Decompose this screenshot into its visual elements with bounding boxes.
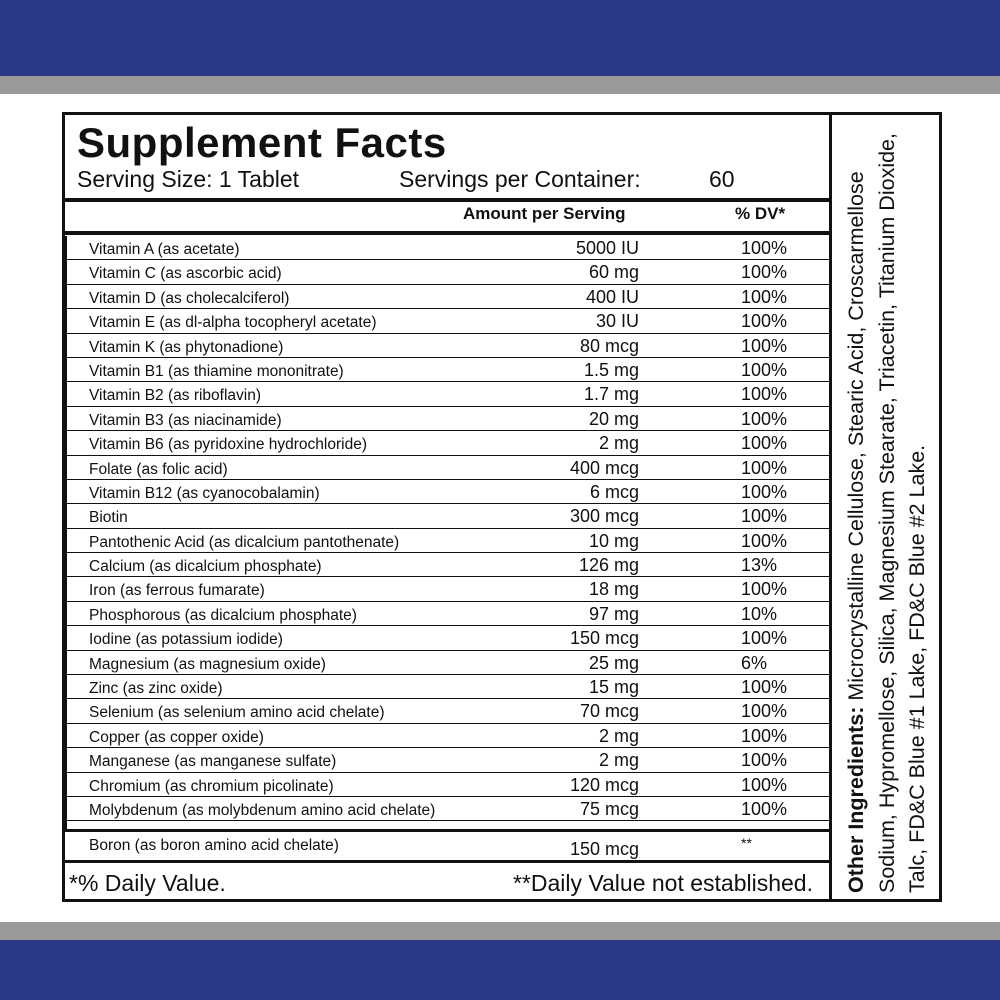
nutrient-row [65,456,831,480]
nutrient-amount: 126 mg [578,555,639,576]
nutrient-row [65,480,831,504]
nutrient-amount: 150 mcg [569,839,639,859]
nutrient-name: Biotin [89,509,128,527]
nutrient-amount: 400 mcg [569,457,639,478]
nutrient-dv: 100% [741,457,788,478]
other-ingredients [841,123,933,893]
nutrient-dv: 100% [741,408,788,429]
nutrient-row [65,285,831,309]
nutrient-name: Manganese (as manganese sulfate) [89,753,337,771]
nutrient-name: Vitamin B12 (as cyanocobalamin) [89,484,320,502]
nutrient-row [65,358,831,382]
nutrient-amount: 75 mcg [579,798,639,819]
top-blue-band [0,0,1000,76]
nutrient-dv: 100% [741,725,788,746]
nutrient-amount: 15 mg [588,677,639,698]
nutrient-row [65,748,831,772]
nutrient-dv: 100% [741,579,788,600]
footnote-not-established: **Daily Value not established. [512,870,813,896]
header-rule-bottom [65,231,831,235]
nutrient-row [65,699,831,723]
serving-info [77,165,817,193]
nutrient-amount: 150 mcg [569,628,639,649]
nutrient-dv: ** [741,835,752,851]
nutrient-dv: 100% [741,359,788,380]
nutrient-name: Zinc (as zinc oxide) [89,680,223,698]
nutrient-row [65,724,831,748]
nutrient-dv: 100% [741,774,788,795]
nutrient-dv: 100% [741,750,788,771]
nutrient-name: Vitamin D (as cholecalciferol) [89,289,290,307]
nutrient-name: Copper (as copper oxide) [89,728,264,746]
nutrient-name: Iron (as ferrous fumarate) [89,582,265,600]
nutrient-amount: 2 mg [598,725,639,746]
nutrient-name: Vitamin B2 (as riboflavin) [89,387,262,405]
nutrient-amount: 60 mg [588,262,639,283]
nutrient-name: Vitamin E (as dl-alpha tocopheryl acetate) [89,314,377,332]
nutrient-row [65,602,831,626]
nutrient-dv: 100% [741,286,788,307]
nutrient-name: Boron (as boron amino acid chelate) [89,837,339,854]
nutrient-amount: 2 mg [598,433,639,454]
nutrient-amount: 20 mg [588,408,639,429]
nutrient-dv: 100% [741,335,788,356]
nutrient-row [65,675,831,699]
nutrient-dv: 100% [741,798,788,819]
nutrient-name: Iodine (as potassium iodide) [89,631,283,649]
nutrient-amount: 18 mg [588,579,639,600]
nutrient-amount: 80 mcg [579,335,639,356]
nutrient-dv: 100% [741,530,788,551]
nutrient-name: Calcium (as dicalcium phosphate) [89,558,322,576]
nutrient-amount: 10 mg [588,530,639,551]
nutrient-dv: 100% [741,481,788,502]
nutrient-name: Magnesium (as magnesium oxide) [89,655,326,673]
nutrient-name: Vitamin K (as phytonadione) [89,338,284,356]
nutrient-dv: 13% [741,555,778,576]
panel-divider [829,115,832,899]
nutrient-row [65,626,831,650]
bottom-gray-band [0,922,1000,940]
footnote-daily-value: *% Daily Value. [69,870,226,896]
nutrient-name: Vitamin B1 (as thiamine mononitrate) [89,362,344,380]
top-gray-band [0,76,1000,94]
nutrient-dv: 100% [741,506,788,527]
nutrient-row-boron [65,832,831,860]
nutrient-name: Vitamin A (as acetate) [89,241,240,258]
nutrient-amount: 1.5 mg [583,359,639,380]
nutrient-amount: 120 mcg [569,774,639,795]
nutrient-amount: 1.7 mg [583,384,639,405]
nutrient-row [65,529,831,553]
nutrient-row [65,504,831,528]
nutrient-name: Selenium (as selenium amino acid chelate) [89,704,385,722]
nutrient-row [65,382,831,406]
nutrient-row [65,773,831,797]
nutrient-name: Chromium (as chromium picolinate) [89,777,334,795]
nutrient-name: Vitamin B3 (as niacinamide) [89,411,282,429]
nutrient-dv: 6% [741,652,768,673]
nutrient-row [65,651,831,675]
nutrient-row [65,309,831,333]
nutrient-row [65,797,831,821]
nutrient-row [65,577,831,601]
servings-per-container-value: 60 [709,166,735,192]
nutrient-name: Vitamin B6 (as pyridoxine hydrochloride) [89,436,367,454]
nutrient-dv: 100% [741,311,788,332]
supplement-facts-label [62,112,942,902]
nutrient-amount: 97 mg [588,603,639,624]
nutrient-dv: 100% [741,433,788,454]
nutrient-name: Molybdenum (as molybdenum amino acid chelate) [89,801,436,819]
nutrient-amount: 5000 IU [575,238,639,258]
footer-rule [65,860,831,863]
header-rule [65,198,831,202]
nutrient-dv: 100% [741,677,788,698]
other-ingredients-panel [835,115,942,899]
nutrient-row [65,334,831,358]
nutrient-name: Phosphorous (as dicalcium phosphate) [89,606,357,624]
other-ingredients-text: Microcrystalline Cellulose, Stearic Acid, Croscarmellose Sodium, Hypromellose, Silica, Magnesium Stearate, Triacetin, Titanium Dioxide, Talc, FD&C Blue #1 Lake, FD&C Blue #2 Lake. [844,133,929,893]
nutrient-name: Pantothenic Acid (as dicalcium pantothenate) [89,533,400,551]
nutrient-amount: 70 mcg [579,701,639,722]
nutrient-dv: 10% [741,603,778,624]
nutrient-dv: 100% [741,628,788,649]
nutrient-dv: 100% [741,701,788,722]
nutrient-amount: 300 mcg [569,506,639,527]
nutrient-amount: 6 mcg [589,481,639,502]
nutrient-amount: 400 IU [585,286,639,307]
nutrient-name: Folate (as folic acid) [89,460,228,478]
nutrient-name: Vitamin C (as ascorbic acid) [89,265,282,283]
nutrient-row [65,236,831,260]
nutrient-table [65,236,831,821]
nutrient-dv: 100% [741,262,788,283]
bottom-blue-band [0,940,1000,1000]
nutrient-row [65,260,831,284]
nutrient-amount: 30 IU [595,311,639,332]
nutrient-row [65,553,831,577]
facts-panel [65,115,831,899]
nutrient-amount: 25 mg [588,652,639,673]
label-title: Supplement Facts [77,119,447,166]
serving-size: Serving Size: 1 Tablet [77,166,300,192]
nutrient-amount: 2 mg [598,750,639,771]
nutrient-dv: 100% [741,238,788,258]
nutrient-row [65,431,831,455]
other-ingredients-label: Other Ingredients: [844,706,868,893]
dv-header: % DV* [735,204,786,223]
nutrient-dv: 100% [741,384,788,405]
servings-per-container-label: Servings per Container: [399,166,641,192]
nutrient-row [65,407,831,431]
amount-header: Amount per Serving [463,204,626,223]
